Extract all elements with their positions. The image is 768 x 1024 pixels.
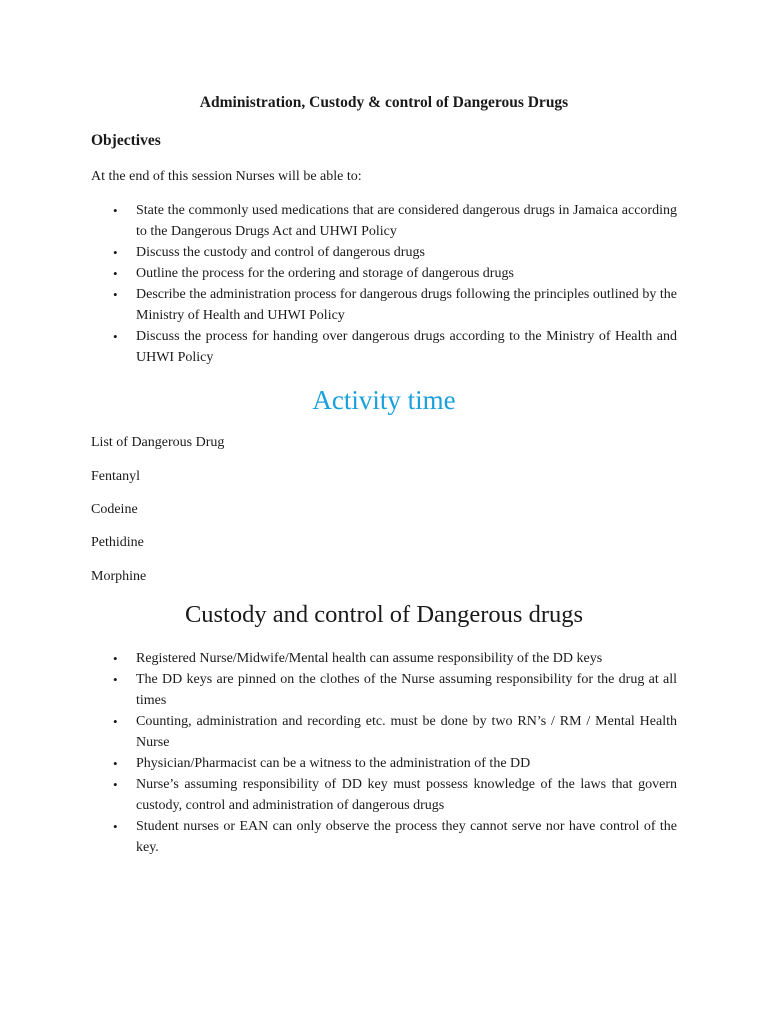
- objective-item: • Discuss the custody and control of dangerous drugs: [91, 242, 677, 263]
- drug-item: Codeine: [91, 502, 138, 517]
- intro-text: At the end of this session Nurses will be able to:: [91, 169, 362, 184]
- custody-list: [91, 648, 677, 858]
- document-title: Administration, Custody & control of Dangerous Drugs: [199, 94, 569, 111]
- custody-item: • The DD keys are pinned on the clothes of the Nurse assuming responsibility for the drug at all times: [91, 669, 677, 711]
- activity-heading: Activity time: [312, 385, 456, 415]
- custody-item: • Physician/Pharmacist can be a witness to the administration of the DD: [91, 753, 677, 774]
- custody-heading: Custody and control of Dangerous drugs: [184, 601, 584, 628]
- objective-item: • State the commonly used medications that are considered dangerous drugs in Jamaica according to the Dangerous Drugs Act and UHWI Policy: [91, 200, 677, 242]
- objective-item: • Outline the process for the ordering and storage of dangerous drugs: [91, 263, 677, 284]
- custody-item: • Student nurses or EAN can only observe the process they cannot serve nor have control of the key.: [91, 816, 677, 858]
- objectives-list: [91, 200, 677, 368]
- custody-item: • Nurse’s assuming responsibility of DD key must possess knowledge of the laws that govern custody, control and administration of dangerous drugs: [91, 774, 677, 816]
- drug-item: Morphine: [91, 569, 147, 584]
- drug-item: Pethidine: [91, 535, 144, 550]
- custody-item: • Counting, administration and recording etc. must be done by two RN’s / RM / Mental Health Nurse: [91, 711, 677, 753]
- custody-item: • Registered Nurse/Midwife/Mental health can assume responsibility of the DD keys: [91, 648, 677, 669]
- drug-item: Fentanyl: [91, 469, 140, 484]
- objective-item: • Discuss the process for handing over dangerous drugs according to the Ministry of Health and UHWI Policy: [91, 326, 677, 368]
- objectives-heading: Objectives: [91, 132, 161, 149]
- objective-item: • Describe the administration process for dangerous drugs following the principles outlined by the Ministry of Health and UHWI Policy: [91, 284, 677, 326]
- drug-list-label: List of Dangerous Drug: [91, 435, 225, 450]
